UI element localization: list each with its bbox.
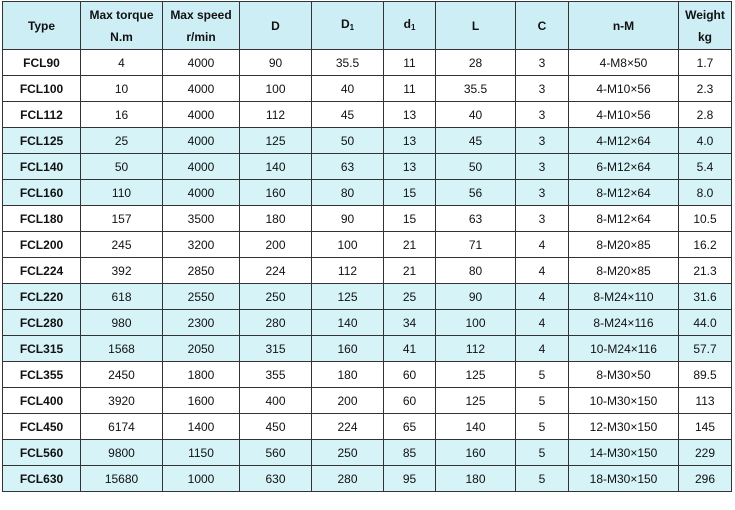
cell-l: 160 bbox=[436, 440, 516, 466]
cell-speed: 2300 bbox=[163, 310, 240, 336]
cell-d1: 11 bbox=[384, 76, 436, 102]
cell-weight: 21.3 bbox=[679, 258, 732, 284]
cell-speed: 3500 bbox=[163, 206, 240, 232]
header-row bbox=[3, 2, 732, 50]
cell-d1: 200 bbox=[312, 388, 384, 414]
cell-l: 90 bbox=[436, 284, 516, 310]
cell-nm: 14-M30×150 bbox=[569, 440, 679, 466]
cell-type: FCL355 bbox=[3, 362, 81, 388]
header-n-m: n-M bbox=[569, 2, 679, 50]
cell-d: 280 bbox=[240, 310, 312, 336]
cell-l: 35.5 bbox=[436, 76, 516, 102]
cell-d: 224 bbox=[240, 258, 312, 284]
cell-type: FCL90 bbox=[3, 50, 81, 76]
cell-torque: 50 bbox=[81, 154, 163, 180]
cell-nm: 8-M24×110 bbox=[569, 284, 679, 310]
cell-torque: 2450 bbox=[81, 362, 163, 388]
coupling-spec-table bbox=[2, 1, 732, 492]
table-row bbox=[3, 128, 732, 154]
cell-torque: 16 bbox=[81, 102, 163, 128]
cell-speed: 4000 bbox=[163, 154, 240, 180]
cell-d1: 25 bbox=[384, 284, 436, 310]
cell-nm: 10-M24×116 bbox=[569, 336, 679, 362]
cell-d1: 100 bbox=[312, 232, 384, 258]
cell-l: 180 bbox=[436, 466, 516, 492]
cell-c: 3 bbox=[516, 206, 569, 232]
cell-d1: 63 bbox=[312, 154, 384, 180]
cell-weight: 2.8 bbox=[679, 102, 732, 128]
cell-type: FCL125 bbox=[3, 128, 81, 154]
cell-weight: 2.3 bbox=[679, 76, 732, 102]
header-l: L bbox=[436, 2, 516, 50]
cell-d: 630 bbox=[240, 466, 312, 492]
cell-l: 71 bbox=[436, 232, 516, 258]
cell-weight: 8.0 bbox=[679, 180, 732, 206]
cell-weight: 4.0 bbox=[679, 128, 732, 154]
cell-d1: 60 bbox=[384, 362, 436, 388]
cell-d1: 34 bbox=[384, 310, 436, 336]
cell-d1: 15 bbox=[384, 180, 436, 206]
cell-torque: 3920 bbox=[81, 388, 163, 414]
cell-c: 3 bbox=[516, 154, 569, 180]
cell-d: 400 bbox=[240, 388, 312, 414]
cell-c: 5 bbox=[516, 466, 569, 492]
cell-nm: 4-M12×64 bbox=[569, 128, 679, 154]
cell-c: 5 bbox=[516, 414, 569, 440]
cell-speed: 1600 bbox=[163, 388, 240, 414]
cell-nm: 8-M24×116 bbox=[569, 310, 679, 336]
cell-torque: 6174 bbox=[81, 414, 163, 440]
table-row bbox=[3, 76, 732, 102]
header-c: C bbox=[516, 2, 569, 50]
cell-speed: 4000 bbox=[163, 102, 240, 128]
cell-d: 450 bbox=[240, 414, 312, 440]
cell-torque: 15680 bbox=[81, 466, 163, 492]
cell-d1: 50 bbox=[312, 128, 384, 154]
table-row bbox=[3, 180, 732, 206]
cell-type: FCL630 bbox=[3, 466, 81, 492]
cell-nm: 8-M12×64 bbox=[569, 206, 679, 232]
cell-speed: 1150 bbox=[163, 440, 240, 466]
cell-d: 140 bbox=[240, 154, 312, 180]
header-max-speed: Max speed r/min bbox=[163, 2, 240, 50]
cell-l: 140 bbox=[436, 414, 516, 440]
cell-weight: 89.5 bbox=[679, 362, 732, 388]
header-d1-inner: $d_1$ bbox=[384, 2, 436, 50]
cell-c: 3 bbox=[516, 180, 569, 206]
cell-speed: 2050 bbox=[163, 336, 240, 362]
header-d: D bbox=[240, 2, 312, 50]
cell-d1: 160 bbox=[312, 336, 384, 362]
cell-speed: 3200 bbox=[163, 232, 240, 258]
cell-d1: 90 bbox=[312, 206, 384, 232]
cell-speed: 4000 bbox=[163, 180, 240, 206]
cell-d: 100 bbox=[240, 76, 312, 102]
table-row bbox=[3, 466, 732, 492]
cell-c: 4 bbox=[516, 258, 569, 284]
cell-type: FCL220 bbox=[3, 284, 81, 310]
table-row bbox=[3, 414, 732, 440]
cell-speed: 2850 bbox=[163, 258, 240, 284]
cell-torque: 110 bbox=[81, 180, 163, 206]
cell-speed: 2550 bbox=[163, 284, 240, 310]
cell-type: FCL100 bbox=[3, 76, 81, 102]
cell-l: 28 bbox=[436, 50, 516, 76]
cell-c: 3 bbox=[516, 128, 569, 154]
cell-d: 355 bbox=[240, 362, 312, 388]
cell-d: 250 bbox=[240, 284, 312, 310]
cell-type: FCL560 bbox=[3, 440, 81, 466]
cell-type: FCL280 bbox=[3, 310, 81, 336]
table-row bbox=[3, 154, 732, 180]
cell-d1: 60 bbox=[384, 388, 436, 414]
header-type: Type bbox=[3, 2, 81, 50]
cell-l: 100 bbox=[436, 310, 516, 336]
cell-d: 90 bbox=[240, 50, 312, 76]
cell-d1: 280 bbox=[312, 466, 384, 492]
cell-torque: 25 bbox=[81, 128, 163, 154]
cell-torque: 4 bbox=[81, 50, 163, 76]
cell-type: FCL180 bbox=[3, 206, 81, 232]
cell-speed: 4000 bbox=[163, 128, 240, 154]
cell-c: 5 bbox=[516, 440, 569, 466]
cell-c: 4 bbox=[516, 336, 569, 362]
cell-d: 560 bbox=[240, 440, 312, 466]
cell-weight: 31.6 bbox=[679, 284, 732, 310]
cell-d1: 112 bbox=[312, 258, 384, 284]
cell-type: FCL160 bbox=[3, 180, 81, 206]
cell-c: 4 bbox=[516, 284, 569, 310]
cell-c: 4 bbox=[516, 232, 569, 258]
cell-d1: 125 bbox=[312, 284, 384, 310]
header-d1-outer: $D_1$ bbox=[312, 2, 384, 50]
cell-weight: 57.7 bbox=[679, 336, 732, 362]
cell-nm: 12-M30×150 bbox=[569, 414, 679, 440]
cell-type: FCL200 bbox=[3, 232, 81, 258]
table-row bbox=[3, 362, 732, 388]
cell-c: 3 bbox=[516, 102, 569, 128]
table-row bbox=[3, 102, 732, 128]
cell-d1: 11 bbox=[384, 50, 436, 76]
cell-c: 4 bbox=[516, 310, 569, 336]
cell-nm: 8-M12×64 bbox=[569, 180, 679, 206]
cell-d1: 180 bbox=[312, 362, 384, 388]
cell-speed: 1000 bbox=[163, 466, 240, 492]
cell-weight: 16.2 bbox=[679, 232, 732, 258]
table-row bbox=[3, 206, 732, 232]
cell-d1: 35.5 bbox=[312, 50, 384, 76]
cell-d: 200 bbox=[240, 232, 312, 258]
cell-l: 125 bbox=[436, 362, 516, 388]
cell-weight: 1.7 bbox=[679, 50, 732, 76]
cell-c: 5 bbox=[516, 388, 569, 414]
cell-d1: 21 bbox=[384, 258, 436, 284]
cell-l: 56 bbox=[436, 180, 516, 206]
cell-l: 80 bbox=[436, 258, 516, 284]
cell-nm: 4-M10×56 bbox=[569, 102, 679, 128]
table-body bbox=[3, 50, 732, 492]
cell-l: 112 bbox=[436, 336, 516, 362]
cell-nm: 8-M30×50 bbox=[569, 362, 679, 388]
cell-nm: 8-M20×85 bbox=[569, 258, 679, 284]
cell-c: 3 bbox=[516, 50, 569, 76]
cell-torque: 980 bbox=[81, 310, 163, 336]
cell-l: 50 bbox=[436, 154, 516, 180]
cell-d: 125 bbox=[240, 128, 312, 154]
table-row bbox=[3, 258, 732, 284]
header-weight: Weight kg bbox=[679, 2, 732, 50]
cell-type: FCL140 bbox=[3, 154, 81, 180]
cell-nm: 4-M8×50 bbox=[569, 50, 679, 76]
cell-weight: 296 bbox=[679, 466, 732, 492]
cell-weight: 10.5 bbox=[679, 206, 732, 232]
cell-d1: 80 bbox=[312, 180, 384, 206]
cell-l: 40 bbox=[436, 102, 516, 128]
cell-type: FCL112 bbox=[3, 102, 81, 128]
cell-weight: 229 bbox=[679, 440, 732, 466]
cell-l: 63 bbox=[436, 206, 516, 232]
cell-torque: 1568 bbox=[81, 336, 163, 362]
cell-torque: 157 bbox=[81, 206, 163, 232]
cell-torque: 10 bbox=[81, 76, 163, 102]
spec-table-container bbox=[2, 1, 732, 492]
cell-c: 5 bbox=[516, 362, 569, 388]
cell-d1: 13 bbox=[384, 154, 436, 180]
cell-nm: 4-M10×56 bbox=[569, 76, 679, 102]
cell-d1: 21 bbox=[384, 232, 436, 258]
cell-speed: 4000 bbox=[163, 76, 240, 102]
cell-weight: 113 bbox=[679, 388, 732, 414]
cell-l: 125 bbox=[436, 388, 516, 414]
cell-torque: 618 bbox=[81, 284, 163, 310]
cell-type: FCL400 bbox=[3, 388, 81, 414]
cell-type: FCL450 bbox=[3, 414, 81, 440]
cell-d1: 13 bbox=[384, 128, 436, 154]
cell-d1: 224 bbox=[312, 414, 384, 440]
cell-c: 3 bbox=[516, 76, 569, 102]
cell-speed: 4000 bbox=[163, 50, 240, 76]
cell-torque: 392 bbox=[81, 258, 163, 284]
table-row bbox=[3, 336, 732, 362]
cell-nm: 10-M30×150 bbox=[569, 388, 679, 414]
cell-d1: 140 bbox=[312, 310, 384, 336]
cell-d1: 40 bbox=[312, 76, 384, 102]
table-row bbox=[3, 388, 732, 414]
cell-weight: 145 bbox=[679, 414, 732, 440]
cell-nm: 8-M20×85 bbox=[569, 232, 679, 258]
cell-d1: 15 bbox=[384, 206, 436, 232]
cell-l: 45 bbox=[436, 128, 516, 154]
cell-d1: 13 bbox=[384, 102, 436, 128]
cell-d: 160 bbox=[240, 180, 312, 206]
table-row bbox=[3, 284, 732, 310]
cell-speed: 1400 bbox=[163, 414, 240, 440]
cell-d1: 45 bbox=[312, 102, 384, 128]
cell-type: FCL315 bbox=[3, 336, 81, 362]
cell-d1: 95 bbox=[384, 466, 436, 492]
cell-nm: 6-M12×64 bbox=[569, 154, 679, 180]
cell-d: 112 bbox=[240, 102, 312, 128]
cell-d: 180 bbox=[240, 206, 312, 232]
cell-d1: 41 bbox=[384, 336, 436, 362]
cell-nm: 18-M30×150 bbox=[569, 466, 679, 492]
table-row bbox=[3, 50, 732, 76]
cell-type: FCL224 bbox=[3, 258, 81, 284]
table-row bbox=[3, 440, 732, 466]
cell-d1: 85 bbox=[384, 440, 436, 466]
cell-torque: 245 bbox=[81, 232, 163, 258]
table-row bbox=[3, 232, 732, 258]
cell-weight: 5.4 bbox=[679, 154, 732, 180]
cell-d: 315 bbox=[240, 336, 312, 362]
cell-speed: 1800 bbox=[163, 362, 240, 388]
table-row bbox=[3, 310, 732, 336]
header-max-torque: Max torque N.m bbox=[81, 2, 163, 50]
cell-d1: 65 bbox=[384, 414, 436, 440]
cell-torque: 9800 bbox=[81, 440, 163, 466]
cell-d1: 250 bbox=[312, 440, 384, 466]
cell-weight: 44.0 bbox=[679, 310, 732, 336]
